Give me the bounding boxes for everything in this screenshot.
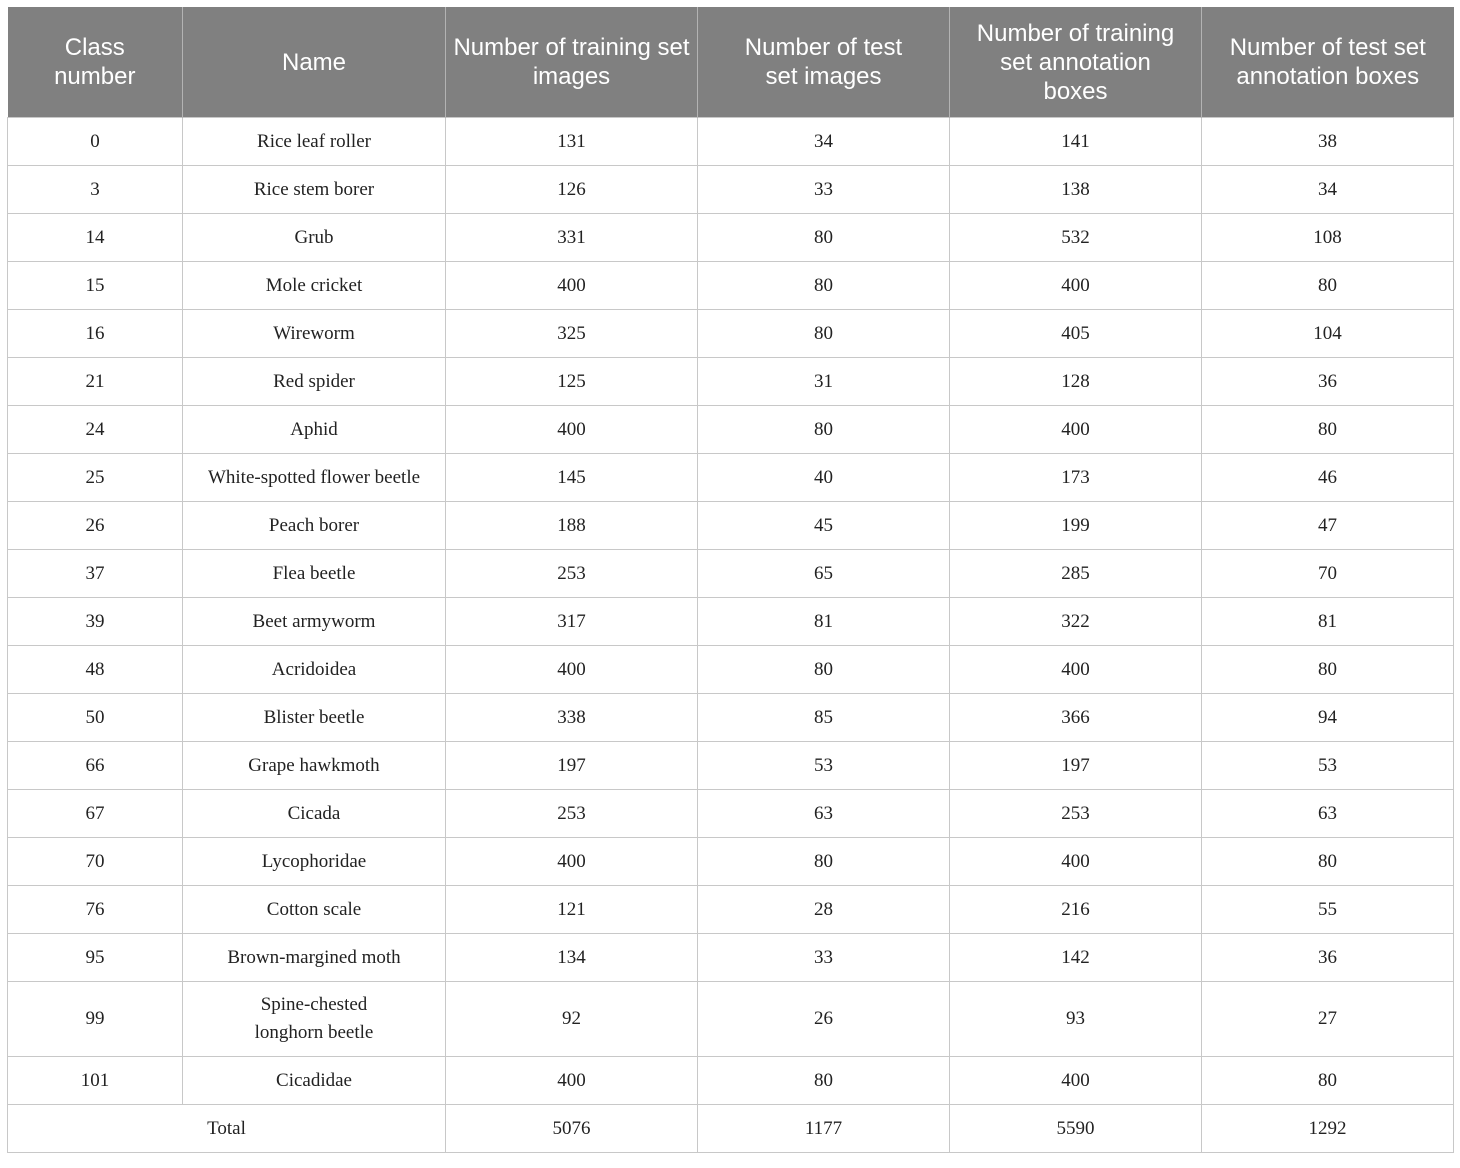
cell-test-boxes: 27: [1202, 982, 1454, 1057]
table-row: [8, 886, 1454, 934]
cell-training-images: 338: [446, 694, 698, 742]
cell-name: Flea beetle: [183, 550, 446, 598]
cell-name: Wireworm: [183, 310, 446, 358]
cell-training-boxes: 142: [950, 934, 1202, 982]
header-row: [8, 7, 1454, 118]
cell-class-number: 14: [8, 214, 183, 262]
cell-training-images: 131: [446, 118, 698, 166]
table-row: [8, 598, 1454, 646]
table-row: [8, 646, 1454, 694]
cell-training-images: 92: [446, 982, 698, 1057]
cell-test-images: 80: [698, 214, 950, 262]
cell-test-images: 33: [698, 166, 950, 214]
table-row: [8, 406, 1454, 454]
cell-name: Cotton scale: [183, 886, 446, 934]
cell-test-boxes: 94: [1202, 694, 1454, 742]
cell-training-boxes: 400: [950, 1057, 1202, 1105]
cell-test-images: 28: [698, 886, 950, 934]
cell-test-images: 34: [698, 118, 950, 166]
header-training-images: Number of training set images: [446, 7, 698, 118]
cell-name: Beet armyworm: [183, 598, 446, 646]
table-row: [8, 118, 1454, 166]
cell-name: Aphid: [183, 406, 446, 454]
cell-test-boxes: 81: [1202, 598, 1454, 646]
cell-test-images: 26: [698, 982, 950, 1057]
cell-training-images: 400: [446, 262, 698, 310]
cell-class-number: 25: [8, 454, 183, 502]
cell-test-images: 80: [698, 1057, 950, 1105]
table-row: [8, 790, 1454, 838]
cell-test-images: 81: [698, 598, 950, 646]
cell-test-boxes: 104: [1202, 310, 1454, 358]
cell-class-number: 37: [8, 550, 183, 598]
table-row: [8, 358, 1454, 406]
cell-test-images: 53: [698, 742, 950, 790]
cell-class-number: 101: [8, 1057, 183, 1105]
cell-test-boxes: 80: [1202, 1057, 1454, 1105]
cell-test-boxes: 80: [1202, 838, 1454, 886]
cell-class-number: 76: [8, 886, 183, 934]
cell-name: Cicadidae: [183, 1057, 446, 1105]
cell-test-images: 45: [698, 502, 950, 550]
cell-training-images: 400: [446, 406, 698, 454]
cell-test-images: 33: [698, 934, 950, 982]
cell-name: Brown-margined moth: [183, 934, 446, 982]
cell-class-number: 67: [8, 790, 183, 838]
cell-training-boxes: 93: [950, 982, 1202, 1057]
total-label: Total: [8, 1105, 446, 1153]
cell-name: Red spider: [183, 358, 446, 406]
cell-training-images: 400: [446, 838, 698, 886]
cell-class-number: 15: [8, 262, 183, 310]
cell-test-images: 63: [698, 790, 950, 838]
cell-test-boxes: 80: [1202, 406, 1454, 454]
header-class-number: Class number: [8, 7, 183, 118]
cell-training-boxes: 400: [950, 406, 1202, 454]
cell-name: Cicada: [183, 790, 446, 838]
cell-training-boxes: 253: [950, 790, 1202, 838]
cell-test-boxes: 47: [1202, 502, 1454, 550]
cell-test-images: 80: [698, 262, 950, 310]
cell-name: Rice leaf roller: [183, 118, 446, 166]
table-row: [8, 934, 1454, 982]
table-row: [8, 454, 1454, 502]
cell-class-number: 39: [8, 598, 183, 646]
header-test-images: Number of test set images: [698, 7, 950, 118]
cell-training-images: 400: [446, 1057, 698, 1105]
cell-training-images: 331: [446, 214, 698, 262]
total-row: [8, 1105, 1454, 1153]
cell-name-text: Spine-chested longhorn beetle: [254, 994, 374, 1043]
cell-test-boxes: 70: [1202, 550, 1454, 598]
header-training-boxes: Number of training set annotation boxes: [950, 7, 1202, 118]
cell-name: Lycophoridae: [183, 838, 446, 886]
cell-class-number: 26: [8, 502, 183, 550]
cell-test-images: 80: [698, 310, 950, 358]
cell-class-number: 16: [8, 310, 183, 358]
total-test-images: 1177: [698, 1105, 950, 1153]
table-row: [8, 214, 1454, 262]
table-row: [8, 166, 1454, 214]
cell-training-images: 188: [446, 502, 698, 550]
cell-class-number: 21: [8, 358, 183, 406]
cell-name: White-spotted flower beetle: [183, 454, 446, 502]
cell-test-boxes: 63: [1202, 790, 1454, 838]
table-row: [8, 262, 1454, 310]
cell-test-boxes: 55: [1202, 886, 1454, 934]
cell-training-images: 126: [446, 166, 698, 214]
cell-training-images: 125: [446, 358, 698, 406]
header-name: Name: [183, 7, 446, 118]
cell-test-images: 80: [698, 406, 950, 454]
cell-name: Blister beetle: [183, 694, 446, 742]
cell-training-boxes: 197: [950, 742, 1202, 790]
cell-training-images: 253: [446, 790, 698, 838]
cell-training-images: 317: [446, 598, 698, 646]
cell-class-number: 3: [8, 166, 183, 214]
cell-test-images: 31: [698, 358, 950, 406]
cell-training-images: 145: [446, 454, 698, 502]
cell-training-images: 253: [446, 550, 698, 598]
cell-training-boxes: 400: [950, 262, 1202, 310]
cell-name: [183, 982, 446, 1057]
table-row: [8, 982, 1454, 1057]
cell-training-boxes: 405: [950, 310, 1202, 358]
cell-test-boxes: 36: [1202, 358, 1454, 406]
table-body: [8, 118, 1454, 1153]
cell-class-number: 95: [8, 934, 183, 982]
cell-class-number: 0: [8, 118, 183, 166]
cell-test-images: 80: [698, 646, 950, 694]
table-row: [8, 310, 1454, 358]
table-row: [8, 694, 1454, 742]
data-table: [7, 7, 1454, 1153]
total-training-images: 5076: [446, 1105, 698, 1153]
cell-test-boxes: 38: [1202, 118, 1454, 166]
table-row: [8, 502, 1454, 550]
cell-training-boxes: 532: [950, 214, 1202, 262]
total-training-boxes: 5590: [950, 1105, 1202, 1153]
cell-name: Mole cricket: [183, 262, 446, 310]
cell-class-number: 48: [8, 646, 183, 694]
cell-name: Peach borer: [183, 502, 446, 550]
cell-training-boxes: 173: [950, 454, 1202, 502]
cell-training-boxes: 141: [950, 118, 1202, 166]
cell-name: Rice stem borer: [183, 166, 446, 214]
cell-name: Acridoidea: [183, 646, 446, 694]
cell-test-boxes: 34: [1202, 166, 1454, 214]
cell-test-images: 85: [698, 694, 950, 742]
cell-class-number: 66: [8, 742, 183, 790]
cell-class-number: 70: [8, 838, 183, 886]
table-row: [8, 838, 1454, 886]
cell-training-boxes: 400: [950, 646, 1202, 694]
cell-test-boxes: 80: [1202, 262, 1454, 310]
cell-training-boxes: 138: [950, 166, 1202, 214]
cell-test-images: 65: [698, 550, 950, 598]
cell-test-boxes: 46: [1202, 454, 1454, 502]
cell-training-images: 134: [446, 934, 698, 982]
cell-training-images: 325: [446, 310, 698, 358]
cell-class-number: 50: [8, 694, 183, 742]
cell-class-number: 99: [8, 982, 183, 1057]
cell-training-boxes: 199: [950, 502, 1202, 550]
cell-name: Grub: [183, 214, 446, 262]
table-row: [8, 550, 1454, 598]
cell-test-boxes: 108: [1202, 214, 1454, 262]
cell-class-number: 24: [8, 406, 183, 454]
cell-test-boxes: 36: [1202, 934, 1454, 982]
cell-test-boxes: 80: [1202, 646, 1454, 694]
cell-training-images: 197: [446, 742, 698, 790]
cell-training-boxes: 128: [950, 358, 1202, 406]
total-test-boxes: 1292: [1202, 1105, 1454, 1153]
cell-name: Grape hawkmoth: [183, 742, 446, 790]
cell-training-boxes: 285: [950, 550, 1202, 598]
cell-training-boxes: 216: [950, 886, 1202, 934]
cell-test-boxes: 53: [1202, 742, 1454, 790]
cell-training-images: 400: [446, 646, 698, 694]
cell-test-images: 40: [698, 454, 950, 502]
cell-training-boxes: 400: [950, 838, 1202, 886]
cell-training-images: 121: [446, 886, 698, 934]
cell-test-images: 80: [698, 838, 950, 886]
table-header: [8, 7, 1454, 118]
table-row: [8, 742, 1454, 790]
cell-training-boxes: 366: [950, 694, 1202, 742]
header-test-boxes: Number of test set annotation boxes: [1202, 7, 1454, 118]
cell-training-boxes: 322: [950, 598, 1202, 646]
table-row: [8, 1057, 1454, 1105]
